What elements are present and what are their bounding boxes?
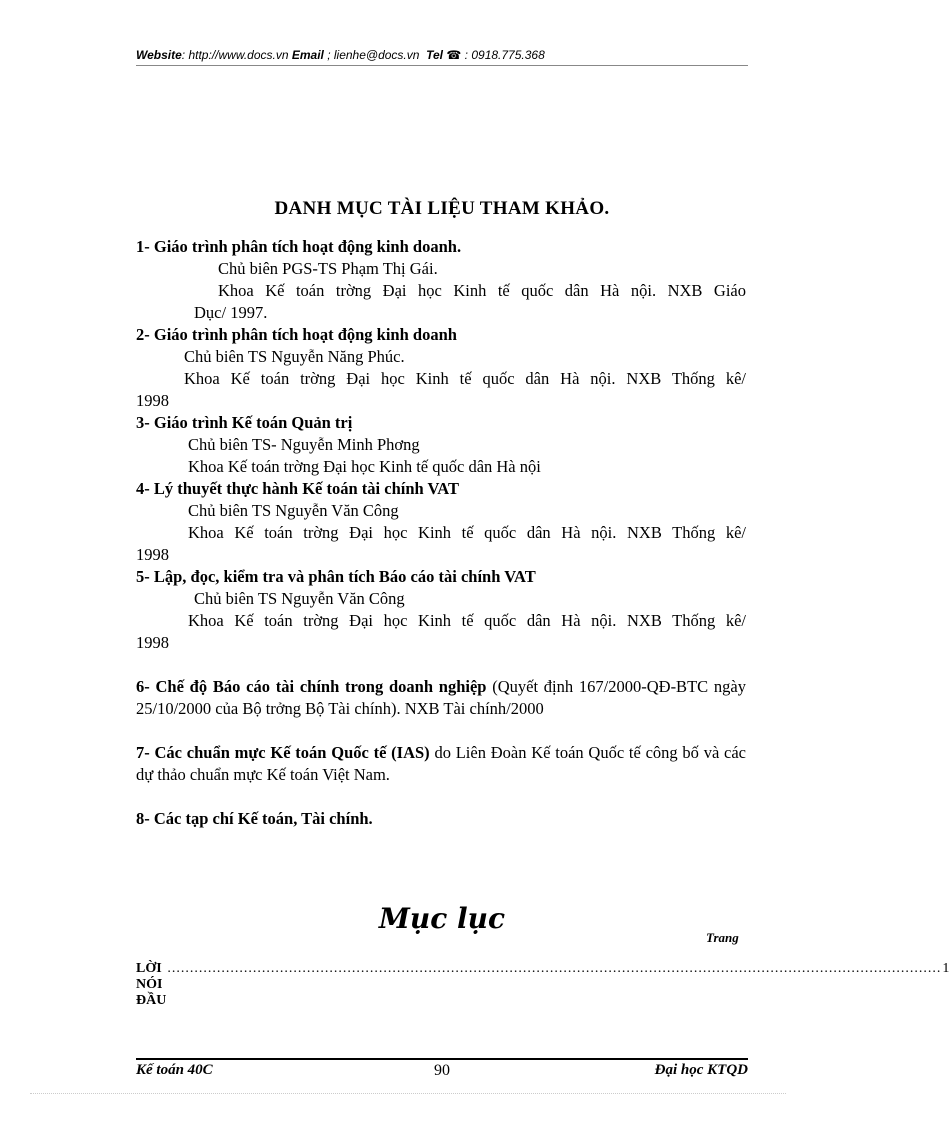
toc-entry-label: LỜI NÓI ĐẦU (136, 961, 167, 1008)
telephone-icon: ☎ (446, 48, 462, 62)
ref-1-publisher-cont: Dục/ 1997. (194, 303, 268, 322)
toc-entry[interactable] (136, 961, 949, 1009)
ref-7-text: do Liên Đoàn Kế toán Quốc tế công bố và các dự thảo chuẩn mực Kế toán Việt Nam. (136, 743, 747, 784)
ref-5-editor: Chủ biên TS Nguyễn Văn Công (194, 589, 405, 608)
ref-5-publisher: Khoa Kế toán trờng Đại học Kinh tế quốc dân Hà nội. NXB Thống kê/ (188, 611, 746, 630)
ref-7-heading: 7- Các chuẩn mực Kế toán Quốc tế (IAS) (136, 743, 430, 762)
footer-right: Đại học KTQD (654, 1062, 748, 1078)
footer-left: Kế toán 40C (136, 1062, 213, 1078)
toc-page-label: Trang (706, 930, 739, 945)
page-footer (136, 1062, 748, 1078)
page-title: DANH MỤC TÀI LIỆU THAM KHẢO. (274, 198, 610, 219)
ref-1-heading: 1- Giáo trình phân tích hoạt động kinh doanh. (136, 237, 462, 256)
page-bottom-border (30, 1093, 786, 1094)
footer-divider (136, 1058, 748, 1060)
tel-label: Tel (426, 48, 444, 62)
ref-3-editor: Chủ biên TS- Nguyễn Minh Phơng (188, 435, 420, 454)
ref-2-publisher-cont: 1998 (136, 391, 169, 410)
ref-5-heading: 5- Lập, đọc, kiểm tra và phân tích Báo cáo tài chính VAT (136, 567, 536, 586)
ref-4-publisher: Khoa Kế toán trờng Đại học Kinh tế quốc dân Hà nội. NXB Thống kê/ (188, 523, 746, 542)
email-value[interactable]: ; lienhe@docs.vn (323, 48, 420, 62)
toc-entry-leader: ............................................................................................................................................................................ (167, 961, 942, 976)
ref-6-heading: 6- Chế độ Báo cáo tài chính trong doanh nghiệp (136, 677, 487, 696)
ref-1-publisher: Khoa Kế toán trờng Đại học Kinh tế quốc dân Hà nội. NXB Giáo (218, 281, 746, 300)
footer-page-number: 90 (434, 1062, 450, 1079)
ref-5-publisher-cont: 1998 (136, 633, 169, 652)
ref-3-heading: 3- Giáo trình Kế toán Quản trị (136, 413, 353, 432)
ref-7 (136, 742, 746, 786)
ref-6 (136, 676, 746, 720)
tel-value: : 0918.775.368 (464, 48, 545, 62)
ref-3-publisher: Khoa Kế toán trờng Đại học Kinh tế quốc dân Hà nội (188, 457, 541, 476)
ref-4-heading: 4- Lý thuyết thực hành Kế toán tài chính VAT (136, 479, 459, 498)
ref-2-publisher: Khoa Kế toán trờng Đại học Kinh tế quốc dân Hà nội. NXB Thống kê/ (184, 369, 746, 388)
ref-1-editor: Chủ biên PGS-TS Phạm Thị Gái. (218, 259, 438, 278)
ref-4-publisher-cont: 1998 (136, 545, 169, 564)
website-label: Website (136, 48, 182, 62)
page-header (136, 48, 748, 66)
toc-entry-page: 1 (942, 961, 949, 976)
ref-4-editor: Chủ biên TS Nguyễn Văn Công (188, 501, 399, 520)
email-label: Email (291, 48, 324, 62)
reference-list (136, 236, 746, 830)
toc-title: Mục lục (378, 902, 506, 935)
website-value[interactable]: : http://www.docs.vn (181, 48, 289, 62)
ref-2-editor: Chủ biên TS Nguyễn Năng Phúc. (184, 347, 405, 366)
ref-6-text: (Quyết định 167/2000-QĐ-BTC ngày 25/10/2000 của Bộ trởng Bộ Tài chính). NXB Tài chính/2000 (136, 677, 746, 718)
ref-8-heading: 8- Các tạp chí Kế toán, Tài chính. (136, 809, 373, 828)
ref-2-heading: 2- Giáo trình phân tích hoạt động kinh doanh (136, 325, 457, 344)
